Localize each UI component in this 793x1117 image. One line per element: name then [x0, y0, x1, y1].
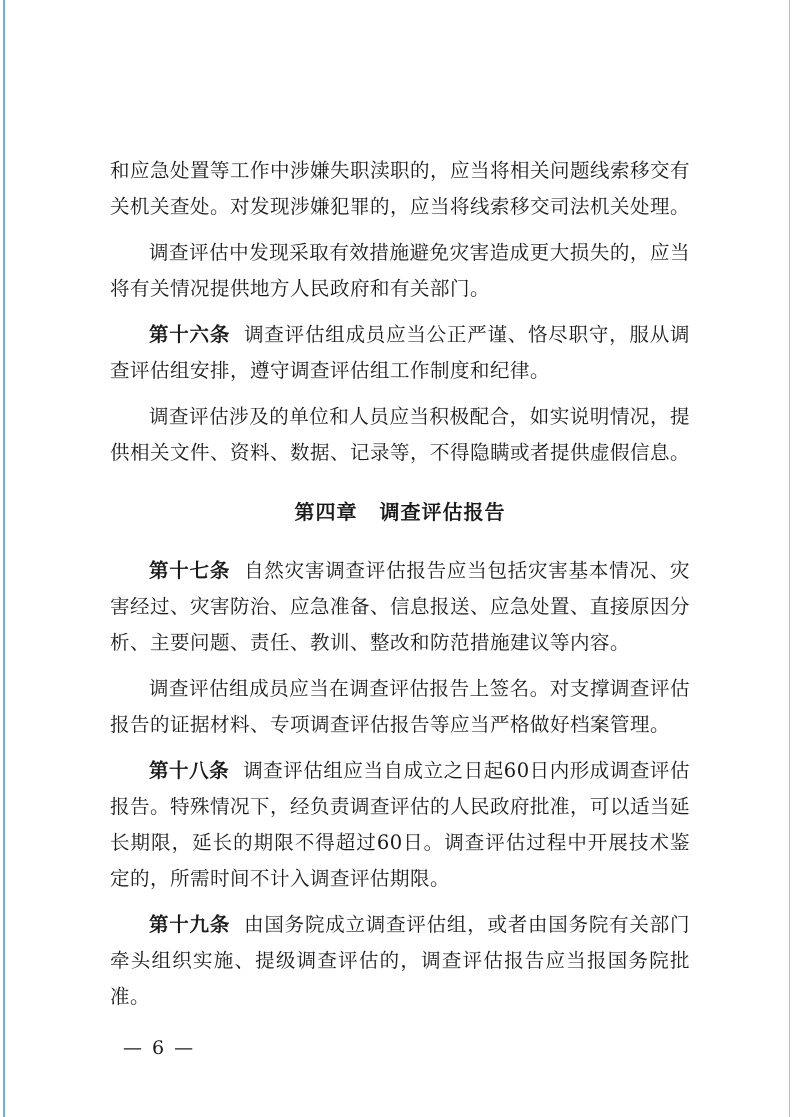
article-number: 第十八条: [149, 759, 230, 782]
paragraph-text: 调查评估组应当自成立之日起60日内形成调查评估报告。特殊情况下，经负责调查评估的人民政府批准，可以适当延长期限，延长的期限不得超过60日。调查评估过程中开展技术鉴定的，所需时间不计入调查评估期限。: [110, 759, 691, 890]
paragraph: [110, 235, 690, 307]
paragraph: [110, 753, 690, 897]
paragraph: [110, 399, 690, 471]
article-number: 第十七条: [149, 559, 231, 582]
paragraph-group-bottom: [110, 553, 690, 1015]
chapter-title: 调查评估报告: [379, 500, 506, 524]
paragraph: [110, 907, 690, 1015]
paragraph: [110, 317, 690, 389]
paragraph-text: 调查评估组成员应当公正严谨、恪尽职守，服从调查评估组安排，遵守调查评估组工作制度和纪律。: [110, 323, 690, 382]
chapter-number: 第四章: [294, 500, 358, 524]
paragraph-text: 调查评估组成员应当在调查评估报告上签名。对支撑调查评估报告的证据材料、专项调查评估报告等应当严格做好档案管理。: [110, 677, 690, 736]
paragraph: [110, 153, 690, 225]
chapter-heading: [110, 496, 690, 525]
paragraph-text: 自然灾害调查评估报告应当包括灾害基本情况、灾害经过、灾害防治、应急准备、信息报送、应急处置、直接原因分析、主要问题、责任、教训、整改和防范措施建议等内容。: [110, 559, 691, 654]
scan-edge-left: [3, 0, 5, 1117]
article-number: 第十六条: [149, 323, 231, 346]
paragraph-text: 调查评估中发现采取有效措施避免灾害造成更大损失的，应当将有关情况提供地方人民政府和有关部门。: [110, 241, 690, 300]
paragraph-text: 调查评估涉及的单位和人员应当积极配合，如实说明情况，提供相关文件、资料、数据、记录等，不得隐瞒或者提供虚假信息。: [110, 405, 691, 464]
scan-edge-right: [789, 0, 790, 1117]
paragraph: [110, 553, 690, 661]
article-number: 第十九条: [149, 913, 231, 936]
document-body: [110, 153, 690, 1025]
paragraph-text: 和应急处置等工作中涉嫌失职渎职的，应当将相关问题线索移交有关机关查处。对发现涉嫌犯罪的，应当将线索移交司法机关处理。: [110, 159, 691, 218]
paragraph-text: 由国务院成立调查评估组，或者由国务院有关部门牵头组织实施、提级调查评估的，调查评估报告应当报国务院批准。: [110, 913, 690, 1008]
paragraph: [110, 671, 690, 743]
paragraph-group-top: [110, 153, 690, 471]
page-number: — 6 —: [123, 1037, 196, 1059]
